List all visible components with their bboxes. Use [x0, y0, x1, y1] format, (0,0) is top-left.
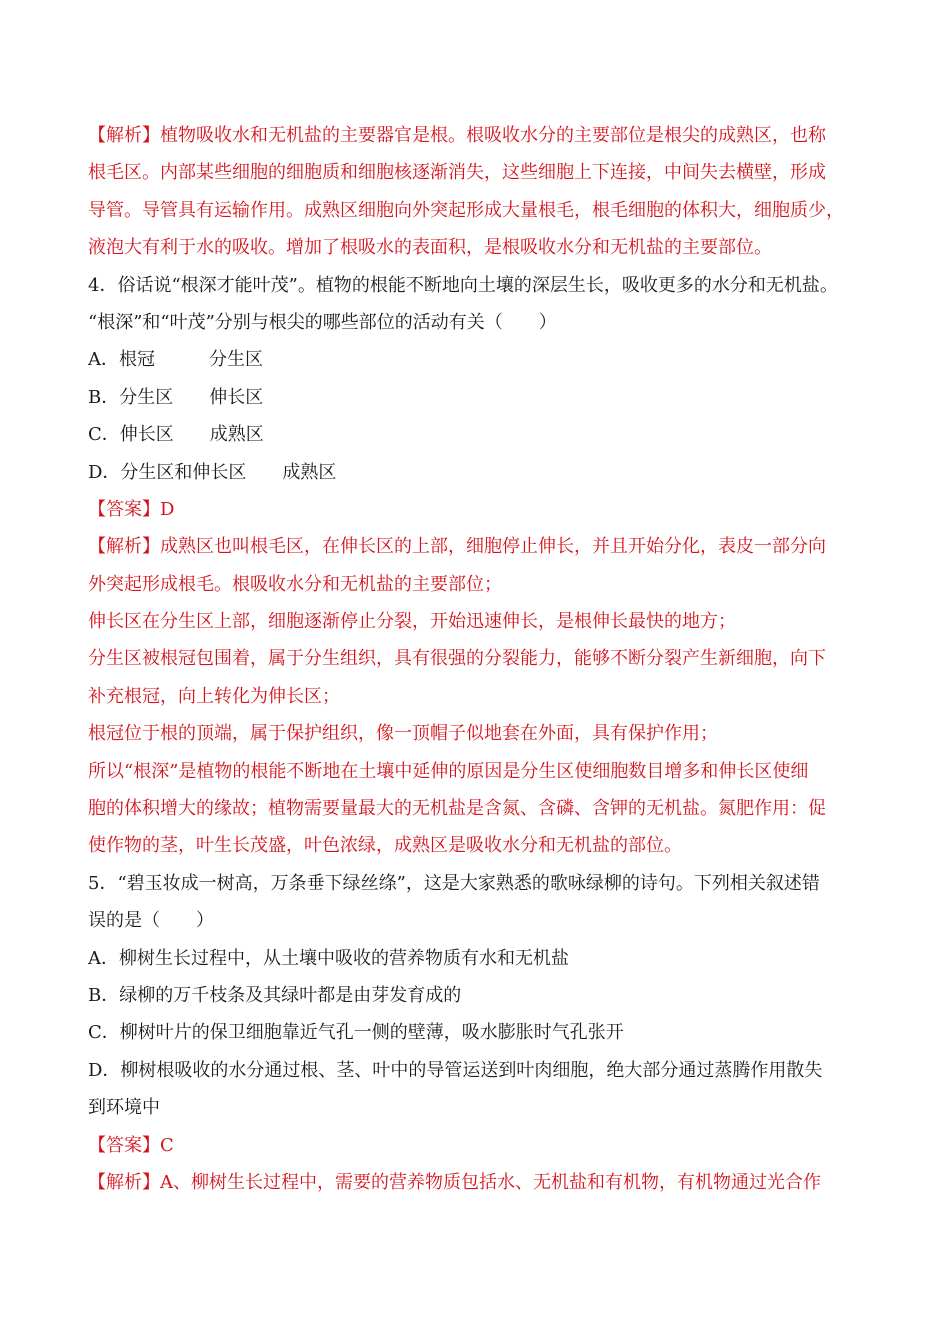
document-page: [88, 117, 868, 1201]
question-5-option-d: D．柳树根吸收的水分通过根、茎、叶中的导管运送到叶肉细胞，绝大部分通过蒸腾作用散失: [88, 1059, 823, 1081]
question-4-analysis: 所以“根深”是植物的根能不断地在土壤中延伸的原因是分生区使细胞数目增多和伸长区使细: [88, 760, 809, 782]
question-4-option-c: C．伸长区 成熟区: [88, 424, 264, 446]
analysis-line: 【解析】植物吸收水和无机盐的主要器官是根。根吸收水分的主要部位是根尖的成熟区，也称: [88, 125, 826, 146]
question-4-analysis: 胞的体积增大的缘故；植物需要量最大的无机盐是含氮、含磷、含钾的无机盐。氮肥作用：促: [88, 798, 826, 820]
question-5-analysis: 【解析】A、柳树生长过程中，需要的营养物质包括水、无机盐和有机物，有机物通过光合作: [88, 1171, 821, 1193]
question-4-analysis: 补充根冠，向上转化为伸长区；: [88, 685, 340, 707]
question-4-analysis: 【解析】成熟区也叫根毛区，在伸长区的上部，细胞停止伸长，并且开始分化，表皮一部分向: [88, 536, 826, 558]
question-5-stem: 5．“碧玉妆成一树高，万条垂下绿丝绦”，这是大家熟悉的歌咏绿柳的诗句。下列相关叙述错: [88, 872, 820, 894]
question-4-stem: “根深”和“叶茂”分别与根尖的哪些部位的活动有关（ ）: [88, 311, 557, 333]
question-5-stem: 误的是（ ）: [88, 910, 214, 932]
question-4-analysis: 伸长区在分生区上部，细胞逐渐停止分裂，开始迅速伸长，是根伸长最快的地方；: [88, 611, 736, 633]
question-4-option-d: D．分生区和伸长区 成熟区: [88, 461, 337, 483]
question-5-option-a: A．柳树生长过程中，从土壤中吸收的营养物质有水和无机盐: [88, 947, 569, 969]
question-4-analysis: 根冠位于根的顶端，属于保护组织，像一顶帽子似地套在外面，具有保护作用；: [88, 723, 718, 745]
analysis-line: 导管。导管具有运输作用。成熟区细胞向外突起形成大量根毛，根毛细胞的体积大，细胞质少，: [88, 199, 844, 221]
question-4-option-a: A．根冠 分生区: [88, 349, 263, 371]
question-5-answer: 【答案】C: [88, 1134, 174, 1156]
analysis-line: 液泡大有利于水的吸收。增加了根吸水的表面积，是根吸收水分和无机盐的主要部位。: [88, 237, 772, 259]
question-5-option-d: 到环境中: [88, 1097, 160, 1119]
question-4-stem: 4．俗话说“根深才能叶茂”。植物的根能不断地向土壤的深层生长，吸收更多的水分和无机盐。: [88, 274, 838, 296]
question-4-answer: 【答案】D: [88, 498, 175, 520]
question-4-analysis: 分生区被根冠包围着，属于分生组织，具有很强的分裂能力，能够不断分裂产生新细胞，向下: [88, 648, 826, 670]
question-5-option-b: B．绿柳的万千枝条及其绿叶都是由芽发育成的: [88, 984, 462, 1006]
question-5-option-c: C．柳树叶片的保卫细胞靠近气孔一侧的壁薄，吸水膨胀时气孔张开: [88, 1022, 624, 1044]
analysis-line: 根毛区。内部某些细胞的细胞质和细胞核逐渐消失，这些细胞上下连接，中间失去横壁，形成: [88, 162, 826, 184]
question-4-analysis: 外突起形成根毛。根吸收水分和无机盐的主要部位；: [88, 573, 502, 595]
question-4-option-b: B．分生区 伸长区: [88, 386, 264, 408]
question-4-analysis: 使作物的茎，叶生长茂盛，叶色浓绿，成熟区是吸收水分和无机盐的部位。: [88, 835, 682, 857]
